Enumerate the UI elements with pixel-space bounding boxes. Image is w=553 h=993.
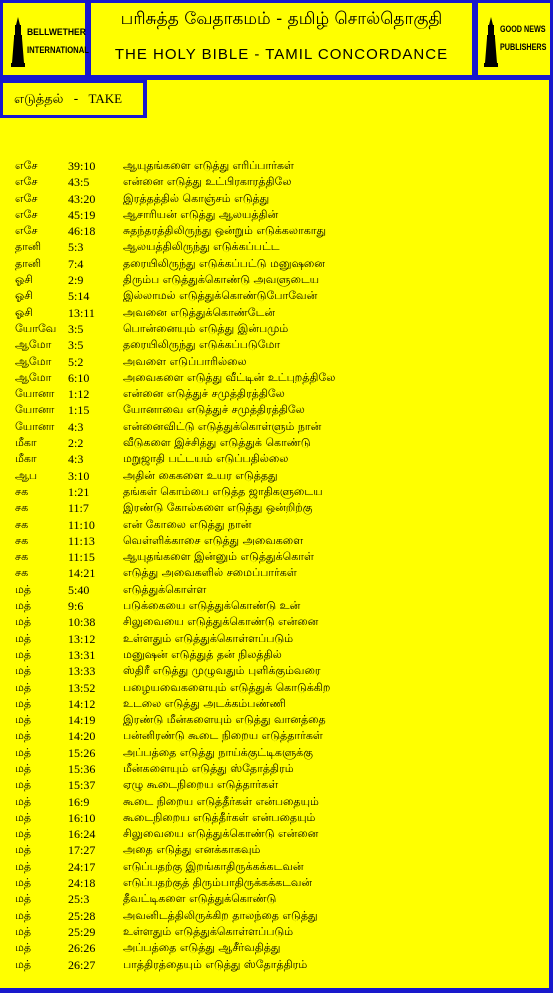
verse-reference: 2:9 [68, 273, 84, 288]
concordance-row [0, 500, 549, 516]
verse-book: மத் [15, 908, 32, 922]
verse-reference: 9:6 [68, 599, 84, 614]
verse-book: தானி [15, 240, 42, 254]
verse-reference: 46:18 [68, 224, 96, 239]
tower-icon [11, 17, 25, 67]
verse-reference: 13:52 [68, 680, 96, 695]
verse-reference: 43:5 [68, 175, 90, 190]
verse-reference: 13:11 [68, 305, 95, 320]
concordance-row [0, 321, 549, 337]
verse-reference: 25:3 [68, 892, 90, 907]
verse-reference: 15:26 [68, 745, 96, 760]
concordance-row [0, 288, 549, 304]
verse-book: யோனா [15, 403, 55, 417]
verse-text: எடுப்பதற்கு இறங்காதிருக்கக்கடவன் [123, 859, 304, 873]
concordance-row [0, 305, 549, 321]
headword [3, 83, 143, 115]
concordance-row [0, 957, 549, 973]
concordance-row [0, 354, 549, 370]
title-tamil: பரிசுத்த வேதாகமம் - தமிழ் சொல்தொகுதி [120, 9, 443, 29]
verse-text: சிலுவையை எடுத்துக்கொண்டு என்னை [123, 615, 319, 629]
verse-reference: 11:13 [68, 533, 95, 548]
verse-book: சக [15, 566, 29, 580]
verse-text: மறுஜாதி பட்டயம் எடுப்பதில்லை [123, 452, 289, 466]
verse-book: ஆமோ [15, 370, 52, 384]
concordance-row [0, 565, 549, 581]
verse-reference: 10:38 [68, 615, 96, 630]
concordance-row [0, 419, 549, 435]
concordance-row [0, 582, 549, 598]
verse-reference: 26:26 [68, 941, 96, 956]
verse-book: எசே [15, 191, 38, 205]
concordance-row [0, 891, 549, 907]
verse-reference: 5:40 [68, 582, 90, 597]
verse-book: தானி [15, 256, 42, 270]
verse-reference: 11:15 [68, 550, 95, 565]
verse-reference: 4:3 [68, 452, 84, 467]
concordance-row [0, 875, 549, 891]
verse-reference: 25:29 [68, 924, 96, 939]
concordance-row [0, 614, 549, 630]
verse-book: சக [15, 484, 29, 498]
concordance-row [0, 517, 549, 533]
headword-box [0, 80, 147, 118]
verse-text: சிலுவையை எடுத்துக்கொண்டு என்னை [123, 827, 319, 841]
verse-text: மீன்களையும் எடுத்து ஸ்தோத்திரம் [123, 761, 294, 775]
concordance-row [0, 680, 549, 696]
verse-text: வெள்ளிக்காசை எடுத்து அவைகளை [123, 533, 304, 547]
verse-book: ஓசி [15, 273, 33, 287]
verse-book: மத் [15, 941, 32, 955]
concordance-row [0, 174, 549, 190]
verse-text: இரத்தத்தில் கொஞ்சம் எடுத்து [123, 191, 270, 205]
verse-book: மத் [15, 745, 32, 759]
verse-text: ஆயுதங்களை இன்னும் எடுத்துக்கொள் [123, 550, 314, 564]
concordance-row [0, 598, 549, 614]
verse-book: யோவே [15, 321, 57, 335]
concordance-row [0, 826, 549, 842]
publisher-logo-right [478, 3, 550, 75]
verse-text: அவளை எடுப்பாரில்லை [123, 354, 247, 368]
verse-reference: 11:10 [68, 517, 95, 532]
verse-book: மத் [15, 631, 32, 645]
concordance-row [0, 435, 549, 451]
verse-text: ஆயுதங்களை எடுத்து எரிப்பார்கள் [123, 159, 294, 172]
concordance-row [0, 712, 549, 728]
verse-text: உடலை எடுத்து அடக்கம்பண்ணி [123, 696, 286, 710]
verse-book: மத் [15, 924, 32, 938]
concordance-row [0, 647, 549, 663]
verse-book: மத் [15, 859, 32, 873]
concordance-row [0, 207, 549, 223]
concordance-row [0, 728, 549, 744]
verse-text: பாத்திரத்தையும் எடுத்து ஸ்தோத்திரம் [123, 957, 308, 971]
verse-reference: 16:10 [68, 810, 96, 825]
verse-book: சக [15, 550, 29, 564]
verse-reference: 43:20 [68, 191, 96, 206]
verse-book: மத் [15, 647, 32, 661]
verse-text: அவனை எடுத்துக்கொண்டேன் [123, 305, 276, 319]
verse-text: படுக்கையை எடுத்துக்கொண்டு உன் [123, 599, 301, 613]
verse-text: திரும்ப எடுத்துக்கொண்டு அவளுடைய [123, 273, 320, 287]
verse-text: பழையவைகளையும் எடுத்துக் கொடுக்கிற [123, 680, 331, 694]
concordance-row [0, 924, 549, 940]
concordance-row [0, 859, 549, 875]
verse-book: மத் [15, 696, 32, 710]
headword-tamil: எடுத்தல் [14, 92, 64, 107]
verse-text: ஸ்திரீ எடுத்து முழுவதும் புளிக்கும்வரை [123, 664, 321, 678]
logo-right-line2: PUBLISHERS [500, 42, 547, 52]
concordance-row [0, 370, 549, 386]
concordance-row [0, 794, 549, 810]
verse-text: இரண்டு மீன்களையும் எடுத்து வானத்தை [123, 713, 326, 727]
concordance-row [0, 663, 549, 679]
concordance-row [0, 158, 549, 174]
verse-book: மத் [15, 827, 32, 841]
verse-text: தங்கள் கொம்பை எடுத்த ஜாதிகளுடைய [123, 484, 323, 498]
verse-text: தரையிலிருந்து எடுக்கப்பட்டு மனுஷனை [123, 256, 325, 270]
verse-text: ஆசாரியன் எடுத்து ஆலயத்தின் [123, 207, 279, 221]
verse-text: இல்லாமல் எடுத்துக்கொண்டுபோவேன் [123, 289, 318, 303]
verse-reference: 14:21 [68, 566, 96, 581]
concordance-row [0, 810, 549, 826]
verse-text: தீவட்டிகளை எடுத்துக்கொண்டு [123, 892, 277, 906]
verse-book: மத் [15, 957, 32, 971]
verse-text: ஆலயத்திலிருந்து எடுக்கப்பட்ட [123, 240, 280, 254]
verse-book: மத் [15, 794, 32, 808]
verse-reference: 13:31 [68, 647, 96, 662]
verse-reference: 1:15 [68, 403, 90, 418]
verse-book: ஆமோ [15, 338, 52, 352]
verse-text: ஏழு கூடைநிறைய எடுத்தார்கள் [123, 778, 279, 792]
verse-text: மனுஷன் எடுத்துத் தன் நிலத்தில் [123, 647, 282, 661]
verse-text: என்னை எடுத்து உட்பிரகாரத்திலே [123, 175, 292, 189]
verse-reference: 3:5 [68, 338, 84, 353]
verse-text: அப்பத்தை எடுத்து நாய்க்குட்டிகளுக்கு [123, 745, 313, 759]
concordance-row [0, 402, 549, 418]
concordance-row [0, 239, 549, 255]
verse-text: அதின் கைகளை உயர எடுத்தது [123, 468, 278, 482]
verse-reference: 1:21 [68, 484, 90, 499]
verse-reference: 3:5 [68, 321, 84, 336]
verse-book: மத் [15, 778, 32, 792]
verse-reference: 39:10 [68, 159, 96, 173]
verse-book: எசே [15, 175, 38, 189]
verse-text: என் கோலை எடுத்து நான் [123, 517, 252, 531]
concordance-row [0, 386, 549, 402]
verse-reference: 5:3 [68, 240, 84, 255]
concordance-row [0, 223, 549, 239]
verse-book: மத் [15, 680, 32, 694]
verse-book: சக [15, 533, 29, 547]
verse-reference: 5:2 [68, 354, 84, 369]
verse-text: அவனிடத்திலிருக்கிற தாலந்தை எடுத்து [123, 908, 318, 922]
verse-reference: 45:19 [68, 207, 96, 222]
verse-text: கூடை நிறைய எடுத்தீர்கள் என்பதையும் [123, 794, 319, 808]
concordance-row [0, 696, 549, 712]
verse-reference: 4:3 [68, 419, 84, 434]
verse-text: எடுத்துக்கொள்ள [123, 582, 207, 596]
verse-text: கூடைநிறைய எடுத்தீர்கள் என்பதையும் [123, 810, 316, 824]
verse-book: மத் [15, 615, 32, 629]
verse-text: வீடுகளை இச்சித்து எடுத்துக் கொண்டு [123, 436, 311, 450]
concordance-row [0, 533, 549, 549]
verse-reference: 1:12 [68, 387, 90, 402]
verse-reference: 16:9 [68, 794, 90, 809]
verse-book: சக [15, 501, 29, 515]
verse-book: ஆப [15, 468, 38, 482]
verse-reference: 13:33 [68, 664, 96, 679]
verse-text: அப்பத்தை எடுத்து ஆசீர்வதித்து [123, 941, 281, 955]
verse-text: பொன்னையும் எடுத்து இன்பமும் [123, 321, 289, 335]
verse-reference: 24:17 [68, 859, 96, 874]
title-box [91, 3, 472, 75]
verse-book: யோனா [15, 419, 55, 433]
verse-book: மத் [15, 729, 32, 743]
verse-book: எசே [15, 159, 38, 172]
verse-reference: 17:27 [68, 843, 96, 858]
verse-book: ஓசி [15, 305, 33, 319]
tower-icon [484, 17, 498, 67]
verse-reference: 14:12 [68, 696, 96, 711]
publisher-logo-left [3, 3, 89, 75]
verse-book: மத் [15, 599, 32, 613]
concordance-row [0, 940, 549, 956]
verse-book: மத் [15, 664, 32, 678]
verse-book: சக [15, 517, 29, 531]
verse-reference: 3:10 [68, 468, 90, 483]
verse-text: பன்னிரண்டு கூடை நிறைய எடுத்தார்கள் [123, 729, 323, 743]
verse-text: உள்ளதும் எடுத்துக்கொள்ளப்படும் [123, 924, 294, 938]
logo-right-line1: GOOD NEWS [500, 24, 546, 34]
verse-book: மத் [15, 761, 32, 775]
verse-reference: 15:37 [68, 778, 96, 793]
frame-bottom-border [0, 988, 553, 993]
concordance-row [0, 337, 549, 353]
verse-book: மத் [15, 810, 32, 824]
concordance-row [0, 256, 549, 272]
concordance-row [0, 191, 549, 207]
verse-reference: 25:28 [68, 908, 96, 923]
title-english: THE HOLY BIBLE - TAMIL CONCORDANCE [114, 46, 449, 63]
verse-reference: 11:7 [68, 501, 89, 516]
verse-book: ஓசி [15, 289, 33, 303]
verse-book: யோனா [15, 387, 55, 401]
header-frame [0, 0, 553, 80]
concordance-list [0, 158, 549, 973]
verse-book: எசே [15, 224, 38, 238]
verse-reference: 13:12 [68, 631, 96, 646]
verse-book: ஆமோ [15, 354, 52, 368]
verse-text: யோனாவை எடுத்துச் சமுத்திரத்திலே [123, 403, 305, 417]
verse-text: தரையிலிருந்து எடுக்கப்படுமோ [123, 338, 281, 352]
verse-reference: 7:4 [68, 256, 84, 271]
concordance-row [0, 468, 549, 484]
verse-reference: 14:20 [68, 729, 96, 744]
verse-text: அவைகளை எடுத்து வீட்டின் உட்புறத்திலே [123, 370, 336, 384]
concordance-row [0, 631, 549, 647]
concordance-row [0, 777, 549, 793]
headword-english: TAKE [88, 91, 123, 106]
frame-right-border [549, 80, 553, 993]
logo-left-line2: INTERNATIONAL [27, 45, 89, 55]
verse-reference: 5:14 [68, 289, 90, 304]
verse-text: அதை எடுத்து எனக்காகவும் [123, 843, 261, 857]
verse-reference: 16:24 [68, 827, 96, 842]
concordance-row [0, 272, 549, 288]
verse-reference: 15:36 [68, 761, 96, 776]
verse-text: இரண்டு கோல்களை எடுத்து ஒன்றிற்கு [123, 501, 313, 515]
verse-text: எடுப்பதற்குத் திரும்பாதிருக்கக்கடவன் [123, 876, 313, 890]
verse-reference: 26:27 [68, 957, 96, 972]
verse-book: மத் [15, 713, 32, 727]
concordance-row [0, 908, 549, 924]
logo-left-line1: BELLWETHER [27, 27, 86, 37]
verse-reference: 2:2 [68, 436, 84, 451]
verse-book: மத் [15, 876, 32, 890]
verse-text: எடுத்து அவைகளில் சமைப்பார்கள் [123, 566, 297, 580]
verse-book: மத் [15, 582, 32, 596]
concordance-row [0, 549, 549, 565]
verse-reference: 14:19 [68, 713, 96, 728]
verse-reference: 24:18 [68, 876, 96, 891]
verse-text: என்னை எடுத்துச் சமுத்திரத்திலே [123, 387, 285, 401]
verse-book: மீகா [15, 436, 37, 450]
verse-text: சுதந்தரத்திலிருந்து ஒன்றும் எடுக்கலாகாது [123, 224, 327, 238]
verse-reference: 6:10 [68, 370, 90, 385]
concordance-row [0, 451, 549, 467]
concordance-row [0, 842, 549, 858]
verse-book: மத் [15, 843, 32, 857]
verse-text: உள்ளதும் எடுத்துக்கொள்ளப்படும் [123, 631, 294, 645]
concordance-row [0, 484, 549, 500]
headword-separator: - [73, 92, 79, 107]
concordance-row [0, 745, 549, 761]
verse-book: மத் [15, 892, 32, 906]
verse-book: மீகா [15, 452, 37, 466]
verse-text: என்னைவிட்டு எடுத்துக்கொள்ளும் நான் [123, 419, 322, 433]
verse-book: எசே [15, 207, 38, 221]
concordance-row [0, 761, 549, 777]
